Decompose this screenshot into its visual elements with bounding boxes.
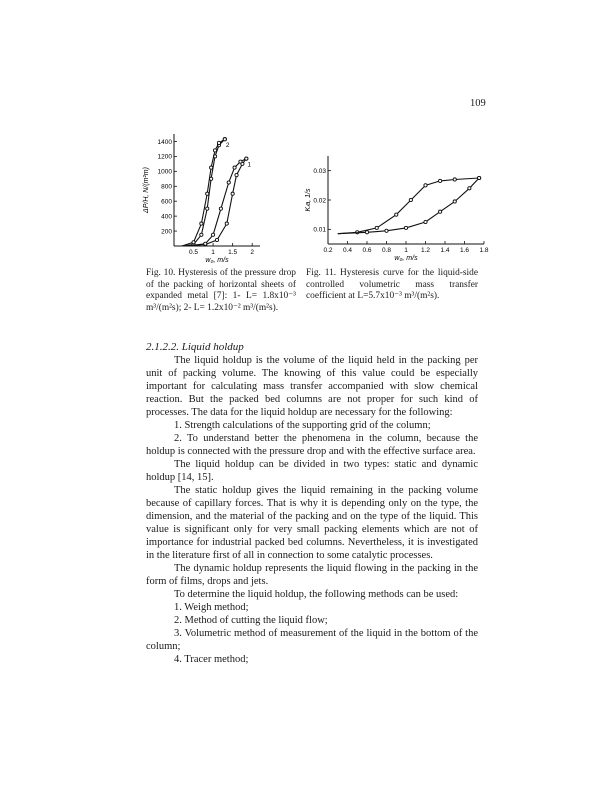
- x-tick-label: 0.4: [342, 247, 353, 254]
- data-point: [439, 210, 442, 213]
- series-line: [186, 159, 247, 246]
- list-item: 2. Method of cutting the liquid flow;: [174, 615, 328, 626]
- data-point: [192, 241, 195, 244]
- y-tick-label: 1200: [157, 153, 172, 161]
- series-line: [338, 178, 479, 234]
- data-point: [409, 198, 412, 201]
- y-axis-label: ΔP/H, N/(m²m): [143, 167, 150, 213]
- figure-10: [140, 128, 280, 268]
- series-line: [338, 178, 479, 234]
- y-axis-label: Kₗa, 1/s: [305, 188, 312, 212]
- data-point: [424, 184, 427, 187]
- x-axis-label: w₀, m/s: [205, 257, 229, 264]
- paragraph: The static holdup gives the liquid remaining in the packing volume because of capillary forces. That is why it is depending only on the type, the dimension, and the material of the packing and on the type of the liquid. This value is significant only for very small packing elements which are not of importance for industrial packed bed columns. Nevertheless, it is investigated in the literature first of all in connection to some catalytic processes.: [146, 485, 478, 561]
- x-tick-label: 1.5: [228, 249, 238, 256]
- data-point: [375, 226, 378, 229]
- y-tick-label: 600: [161, 198, 172, 206]
- x-tick-label: 1.2: [420, 247, 431, 254]
- body-text: [146, 354, 478, 666]
- data-point: [206, 207, 209, 210]
- data-point: [235, 173, 238, 176]
- x-tick-label: 1.8: [479, 247, 489, 254]
- data-point: [239, 160, 242, 163]
- data-point: [424, 220, 427, 223]
- figure-11-chart: [296, 148, 496, 268]
- data-point: [223, 138, 226, 141]
- list-item: 4. Tracer method;: [174, 654, 249, 665]
- paragraph: The liquid holdup is the volume of the liquid held in the packing per unit of packing volume. The knowing of this value could be especially important for calculating mass transfer accompanied with slow chemical reaction. But the packed bed columns are not proper for such kind of processes. The data for the liquid holdup are necessary for the following:: [146, 355, 478, 418]
- x-tick-label: 1.6: [459, 247, 470, 254]
- x-tick-label: 1: [404, 247, 408, 254]
- series-line: [186, 159, 247, 246]
- data-point: [210, 166, 213, 169]
- series-line: [182, 139, 225, 246]
- data-point: [233, 166, 236, 169]
- x-tick-label: 0.2: [323, 247, 333, 254]
- data-point: [439, 179, 442, 182]
- y-tick-label: 200: [161, 228, 172, 236]
- data-point: [200, 222, 203, 225]
- x-tick-label: 0.6: [362, 247, 372, 254]
- data-point: [385, 229, 388, 232]
- list-item: 3. Volumetric method of measurement of the liquid in the bottom of the column;: [146, 628, 478, 652]
- y-tick-label: 1000: [157, 168, 172, 176]
- x-tick-label: 1.4: [440, 247, 450, 254]
- data-point: [200, 233, 203, 236]
- y-tick-label: 0.01: [313, 226, 326, 234]
- data-point: [453, 200, 456, 203]
- data-point: [245, 157, 248, 160]
- data-point: [206, 192, 209, 195]
- page-number: 109: [470, 98, 486, 109]
- y-tick-label: 0.03: [313, 167, 326, 175]
- section-heading: 2.1.2.2. Liquid holdup: [146, 341, 244, 353]
- x-tick-label: 1: [211, 249, 215, 256]
- y-tick-label: 400: [161, 213, 172, 221]
- y-tick-label: 800: [161, 183, 172, 191]
- figure-11: [296, 148, 496, 268]
- data-point: [204, 242, 207, 245]
- figure-11-caption: Fig. 11. Hysteresis curve for the liquid-side controlled volumetric mass transfer coefficient at L=5.7x10⁻³ m³/(m²s).: [306, 268, 478, 301]
- data-point: [468, 187, 471, 190]
- list-item: 1. Weigh method;: [174, 602, 249, 613]
- data-point: [478, 176, 481, 179]
- data-point: [453, 178, 456, 181]
- data-point: [219, 207, 222, 210]
- data-point: [404, 226, 407, 229]
- y-tick-label: 1400: [157, 138, 172, 146]
- x-tick-label: 2: [250, 249, 254, 256]
- paragraph: The liquid holdup can be divided in two types: static and dynamic holdup [14, 15].: [146, 459, 478, 483]
- curve-label-1: 1: [247, 161, 251, 169]
- series-line: [182, 139, 225, 246]
- list-item: 2. To understand better the phenomena in the column, because the holdup is connected with the pressure drop and with the effective surface area.: [146, 433, 478, 457]
- paragraph: To determine the liquid holdup, the following methods can be used:: [174, 589, 459, 600]
- curve-label-2: 2: [225, 142, 230, 150]
- paragraph: The dynamic holdup represents the liquid flowing in the packing in the form of films, drops and jets.: [146, 563, 478, 587]
- data-point: [365, 231, 368, 234]
- data-point: [213, 149, 216, 152]
- data-point: [395, 213, 398, 216]
- figure-10-caption: Fig. 10. Hysteresis of the pressure drop of the packing of horizontal sheets of expanded metal [7]: 1- L= 1.8x10⁻³ m³/(m²s); 2- L= 1.2x10⁻² m³/(m²s).: [146, 268, 296, 313]
- x-axis-label: w₀, m/s: [394, 255, 418, 262]
- x-tick-label: 0.8: [381, 247, 392, 254]
- data-point: [211, 233, 214, 236]
- list-item: 1. Strength calculations of the supporting grid of the column;: [174, 420, 431, 431]
- data-point: [217, 141, 220, 144]
- data-point: [215, 238, 218, 241]
- data-point: [225, 222, 228, 225]
- x-tick-label: 0.5: [189, 249, 199, 256]
- data-point: [227, 181, 230, 184]
- y-tick-label: 0.02: [313, 197, 326, 205]
- data-point: [231, 192, 234, 195]
- figure-10-chart: [140, 128, 280, 268]
